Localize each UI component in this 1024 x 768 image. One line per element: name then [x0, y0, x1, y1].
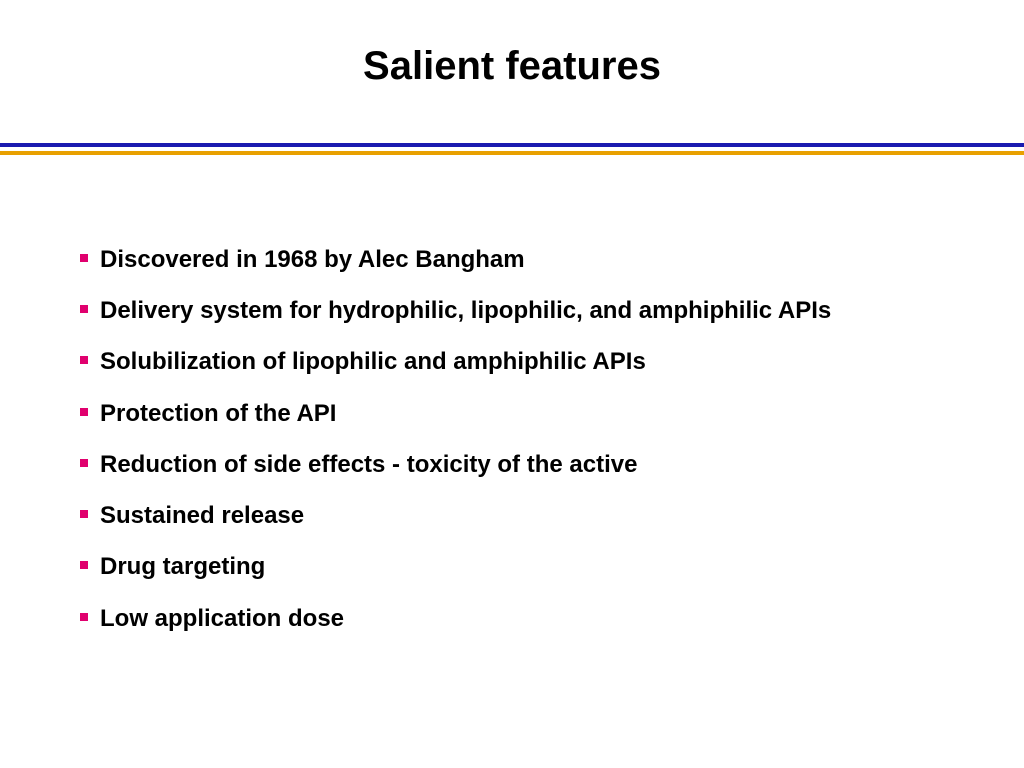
square-bullet-icon [80, 356, 88, 364]
bullet-item [80, 234, 831, 285]
square-bullet-icon [80, 408, 88, 416]
bullet-text: Drug targeting [100, 553, 266, 581]
title-rule-top [0, 143, 1024, 147]
bullet-item [80, 490, 831, 541]
slide-title: Salient features [363, 44, 661, 88]
bullet-text: Sustained release [100, 502, 305, 530]
bullet-text: Low application dose [100, 604, 345, 632]
square-bullet-icon [80, 254, 88, 262]
square-bullet-icon [80, 305, 88, 313]
square-bullet-icon [80, 613, 88, 621]
bullet-item [80, 439, 831, 490]
bullet-text: Delivery system for hydrophilic, lipophilic, and amphiphilic APIs [100, 296, 832, 324]
bullet-item [80, 593, 831, 644]
bullet-list [80, 234, 831, 644]
bullet-text: Discovered in 1968 by Alec Bangham [100, 245, 525, 273]
square-bullet-icon [80, 510, 88, 518]
bullet-text: Solubilization of lipophilic and amphiphilic APIs [100, 348, 646, 376]
bullet-text: Reduction of side effects - toxicity of the active [100, 450, 638, 478]
bullet-item [80, 337, 831, 388]
bullet-item [80, 285, 831, 336]
square-bullet-icon [80, 459, 88, 467]
bullet-item [80, 388, 831, 439]
title-rule-bottom [0, 151, 1024, 155]
bullet-item [80, 542, 831, 593]
bullet-text: Protection of the API [100, 399, 337, 427]
square-bullet-icon [80, 561, 88, 569]
